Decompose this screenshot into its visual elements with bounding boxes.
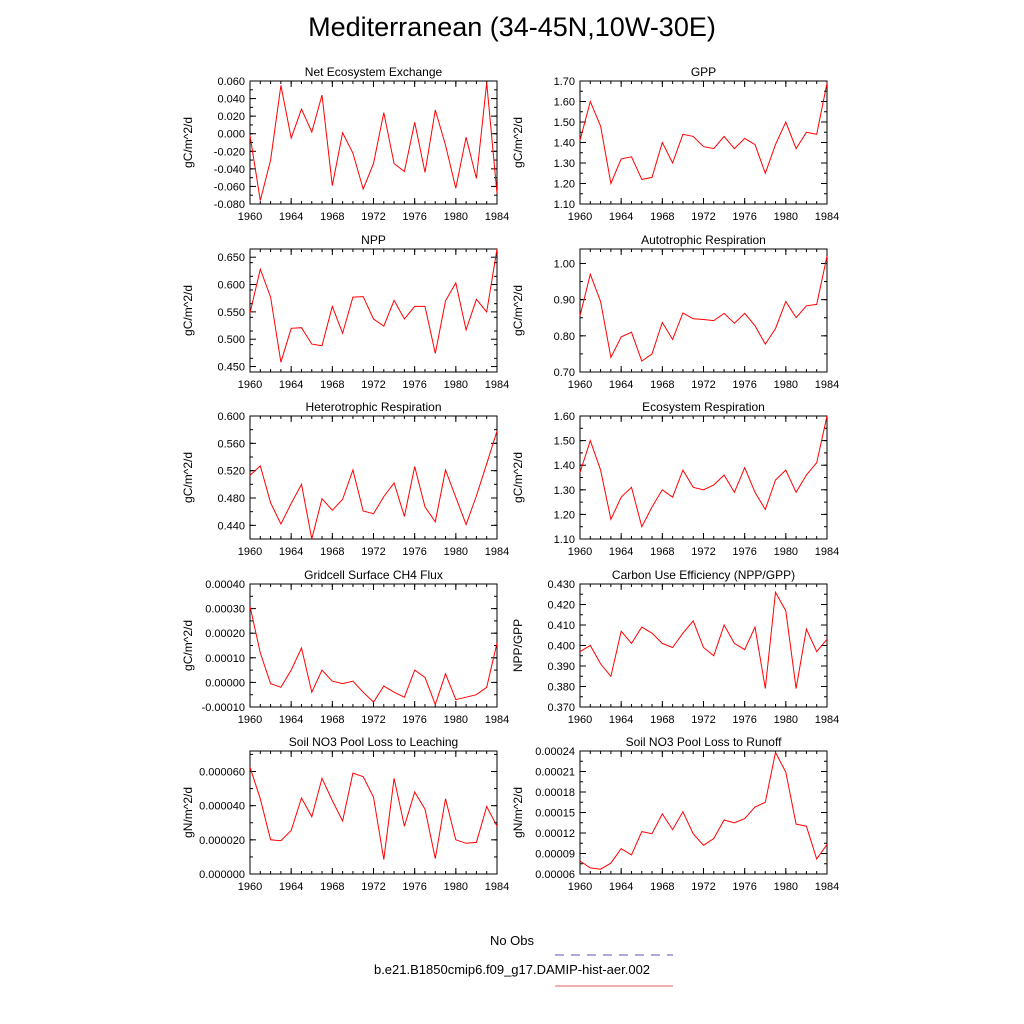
x-tick-label: 1972 [361, 211, 386, 223]
y-tick-label: 0.70 [553, 367, 575, 379]
x-tick-label: 1984 [814, 546, 840, 558]
y-axis-label: gC/m^2/d [511, 117, 525, 168]
y-tick-label: 0.390 [547, 661, 575, 673]
y-tick-label: 1.60 [553, 96, 575, 109]
plot-frame [580, 751, 827, 874]
x-tick-label: 1984 [484, 211, 510, 223]
x-tick-label: 1964 [278, 379, 304, 391]
x-tick-label: 1968 [650, 546, 675, 558]
y-tick-label: 0.00018 [535, 787, 575, 799]
panel-title: Heterotrophic Respiration [305, 400, 442, 414]
x-tick-label: 1964 [278, 714, 304, 726]
panel-9 [181, 735, 509, 893]
y-tick-label: 0.450 [217, 361, 245, 374]
y-tick-label: 0.00000 [205, 677, 245, 690]
x-tick-label: 1960 [237, 211, 263, 223]
x-tick-label: 1972 [361, 714, 386, 726]
x-tick-label: 1980 [773, 546, 799, 558]
y-tick-label: 0.420 [547, 599, 575, 612]
y-tick-label: -0.040 [213, 163, 245, 176]
x-tick-label: 1960 [237, 881, 263, 893]
x-tick-label: 1980 [443, 714, 469, 726]
y-tick-label: 1.60 [553, 411, 575, 423]
y-tick-label: 0.060 [217, 76, 245, 88]
x-tick-label: 1980 [443, 881, 469, 893]
x-tick-label: 1976 [732, 714, 757, 726]
y-tick-label: 0.600 [217, 411, 245, 423]
y-tick-label: 0.000020 [199, 834, 245, 847]
y-tick-label: 1.50 [553, 435, 575, 448]
x-tick-label: 1968 [320, 881, 345, 893]
x-tick-label: 1968 [650, 379, 675, 391]
x-tick-label: 1964 [278, 881, 304, 893]
x-tick-label: 1976 [402, 211, 427, 223]
panel-title: Gridcell Surface CH4 Flux [304, 568, 443, 582]
x-tick-label: 1984 [814, 881, 840, 893]
y-tick-label: 0.500 [217, 334, 245, 347]
y-tick-label: 1.10 [553, 199, 575, 211]
panel-7 [181, 568, 509, 726]
panel-6 [511, 400, 839, 558]
x-tick-label: 1972 [691, 211, 716, 223]
legend-label-no-obs: No Obs [489, 933, 535, 948]
x-tick-label: 1980 [773, 714, 799, 726]
x-tick-label: 1972 [361, 379, 386, 391]
series-line [580, 416, 827, 527]
figure-title: Mediterranean (34-45N,10W-30E) [308, 12, 716, 42]
y-tick-label: 0.00024 [535, 746, 575, 758]
plot-frame [580, 249, 827, 372]
y-tick-label: 0.00010 [205, 652, 245, 665]
x-tick-label: 1960 [567, 714, 593, 726]
x-tick-label: 1960 [567, 881, 593, 893]
series-line [580, 752, 827, 869]
x-tick-label: 1964 [278, 546, 304, 558]
y-tick-label: 0.380 [547, 681, 575, 694]
panel-title: Soil NO3 Pool Loss to Leaching [288, 735, 459, 749]
panel-title: Autotrophic Respiration [641, 233, 766, 247]
y-tick-label: 0.020 [217, 111, 245, 124]
x-tick-label: 1964 [608, 714, 634, 726]
y-tick-label: 0.000040 [199, 800, 245, 813]
x-tick-label: 1976 [732, 881, 757, 893]
y-tick-label: 0.00040 [205, 579, 245, 591]
y-axis-label: gN/m^2/d [511, 787, 525, 838]
x-tick-label: 1972 [361, 546, 386, 558]
y-tick-label: 0.430 [547, 579, 575, 591]
y-axis-label: gN/m^2/d [181, 787, 195, 838]
x-tick-label: 1964 [608, 379, 634, 391]
series-line [250, 767, 497, 859]
y-tick-label: 1.70 [553, 76, 575, 88]
panel-4 [511, 233, 839, 391]
y-tick-label: 0.520 [217, 465, 245, 478]
y-axis-label: gC/m^2/d [511, 285, 525, 336]
x-tick-label: 1984 [814, 714, 840, 726]
panel-title: Net Ecosystem Exchange [304, 65, 443, 79]
series-line [580, 83, 827, 183]
x-tick-label: 1984 [814, 211, 840, 223]
x-tick-label: 1976 [732, 379, 757, 391]
y-axis-label: gC/m^2/d [181, 285, 195, 336]
x-tick-label: 1968 [320, 211, 345, 223]
panel-8 [511, 568, 839, 726]
panel-2 [511, 65, 839, 223]
x-tick-label: 1960 [567, 546, 593, 558]
series-line [580, 256, 827, 361]
x-tick-label: 1972 [691, 546, 716, 558]
x-tick-label: 1976 [402, 546, 427, 558]
x-tick-label: 1972 [361, 881, 386, 893]
series-line [580, 592, 827, 688]
series-line [250, 606, 497, 704]
legend-label-model: b.e21.B1850cmip6.f09_g17.DAMIP-hist-aer.002 [373, 962, 651, 977]
y-tick-label: 1.40 [553, 137, 575, 150]
x-tick-label: 1960 [237, 546, 263, 558]
y-tick-label: 0.650 [217, 252, 245, 265]
x-tick-label: 1960 [567, 379, 593, 391]
y-tick-label: 1.30 [553, 484, 575, 497]
y-tick-label: 0.00030 [205, 603, 245, 616]
panel-title: Soil NO3 Pool Loss to Runoff [625, 735, 782, 749]
panel-5 [181, 400, 509, 558]
series-line [250, 83, 497, 201]
y-tick-label: 0.000 [217, 128, 245, 141]
plot-frame [250, 416, 497, 539]
y-tick-label: 0.560 [217, 438, 245, 451]
plot-frame [250, 584, 497, 707]
y-axis-label: NPP/GPP [511, 618, 525, 673]
y-tick-label: 0.370 [547, 702, 575, 714]
series-line [250, 249, 497, 362]
x-tick-label: 1984 [484, 714, 510, 726]
y-tick-label: 1.40 [553, 460, 575, 473]
x-tick-label: 1968 [320, 379, 345, 391]
x-tick-label: 1964 [608, 881, 634, 893]
y-tick-label: 0.00020 [205, 628, 245, 641]
y-tick-label: 0.000060 [199, 766, 245, 779]
x-tick-label: 1960 [237, 379, 263, 391]
y-tick-label: 0.00009 [535, 848, 575, 861]
x-tick-label: 1968 [320, 546, 345, 558]
y-tick-label: 0.410 [547, 620, 575, 632]
y-tick-label: 0.00021 [535, 766, 575, 779]
y-tick-label: 0.00012 [535, 828, 575, 840]
x-tick-label: 1960 [567, 211, 593, 223]
x-tick-label: 1976 [732, 546, 757, 558]
y-tick-label: 1.20 [553, 178, 575, 191]
y-tick-label: 0.550 [217, 306, 245, 319]
x-tick-label: 1976 [402, 379, 427, 391]
y-axis-label: gC/m^2/d [511, 452, 525, 503]
y-tick-label: 0.600 [217, 279, 245, 292]
panel-title: GPP [690, 65, 717, 79]
plot-frame [250, 249, 497, 372]
panel-1 [181, 65, 509, 223]
x-tick-label: 1976 [402, 714, 427, 726]
x-tick-label: 1984 [814, 379, 840, 391]
plot-frame [250, 81, 497, 204]
x-tick-label: 1972 [691, 881, 716, 893]
y-axis-label: gC/m^2/d [181, 620, 195, 671]
y-axis-label: gC/m^2/d [181, 452, 195, 503]
y-tick-label: 0.400 [547, 640, 575, 653]
x-tick-label: 1980 [773, 881, 799, 893]
x-tick-label: 1980 [443, 379, 469, 391]
x-tick-label: 1968 [650, 211, 675, 223]
panel-title: NPP [361, 233, 386, 247]
y-tick-label: 1.00 [553, 258, 575, 271]
x-tick-label: 1984 [484, 546, 510, 558]
plot-frame [580, 81, 827, 204]
x-tick-label: 1976 [402, 881, 427, 893]
panel-3 [181, 233, 509, 391]
y-tick-label: -0.020 [213, 146, 245, 159]
x-tick-label: 1964 [278, 211, 304, 223]
y-tick-label: -0.00010 [201, 702, 245, 714]
y-tick-label: 1.20 [553, 509, 575, 522]
plot-frame [580, 416, 827, 539]
panel-10 [511, 735, 839, 893]
y-tick-label: 0.000000 [199, 869, 245, 881]
y-tick-label: 0.440 [217, 520, 245, 533]
panel-title: Carbon Use Efficiency (NPP/GPP) [611, 568, 796, 582]
panel-title: Ecosystem Respiration [642, 400, 765, 414]
series-line [250, 431, 497, 539]
y-tick-label: 0.480 [217, 493, 245, 505]
y-tick-label: 0.90 [553, 294, 575, 307]
x-tick-label: 1980 [773, 211, 799, 223]
x-tick-label: 1972 [691, 379, 716, 391]
x-tick-label: 1968 [320, 714, 345, 726]
x-tick-label: 1960 [237, 714, 263, 726]
x-tick-label: 1980 [773, 379, 799, 391]
y-tick-label: 1.50 [553, 117, 575, 129]
x-tick-label: 1976 [732, 211, 757, 223]
y-tick-label: 1.30 [553, 158, 575, 170]
y-axis-label: gC/m^2/d [181, 117, 195, 168]
x-tick-label: 1980 [443, 211, 469, 223]
x-tick-label: 1984 [484, 881, 510, 893]
y-tick-label: 0.00015 [535, 807, 575, 820]
y-tick-label: 0.80 [553, 330, 575, 343]
y-tick-label: 0.00006 [535, 869, 575, 881]
x-tick-label: 1968 [650, 714, 675, 726]
y-tick-label: 1.10 [553, 534, 575, 546]
plot-frame [250, 751, 497, 874]
x-tick-label: 1964 [608, 211, 634, 223]
x-tick-label: 1964 [608, 546, 634, 558]
x-tick-label: 1968 [650, 881, 675, 893]
x-tick-label: 1984 [484, 379, 510, 391]
y-tick-label: -0.080 [213, 199, 245, 211]
y-tick-label: -0.060 [213, 181, 245, 194]
x-tick-label: 1972 [691, 714, 716, 726]
y-tick-label: 0.040 [217, 93, 245, 106]
x-tick-label: 1980 [443, 546, 469, 558]
